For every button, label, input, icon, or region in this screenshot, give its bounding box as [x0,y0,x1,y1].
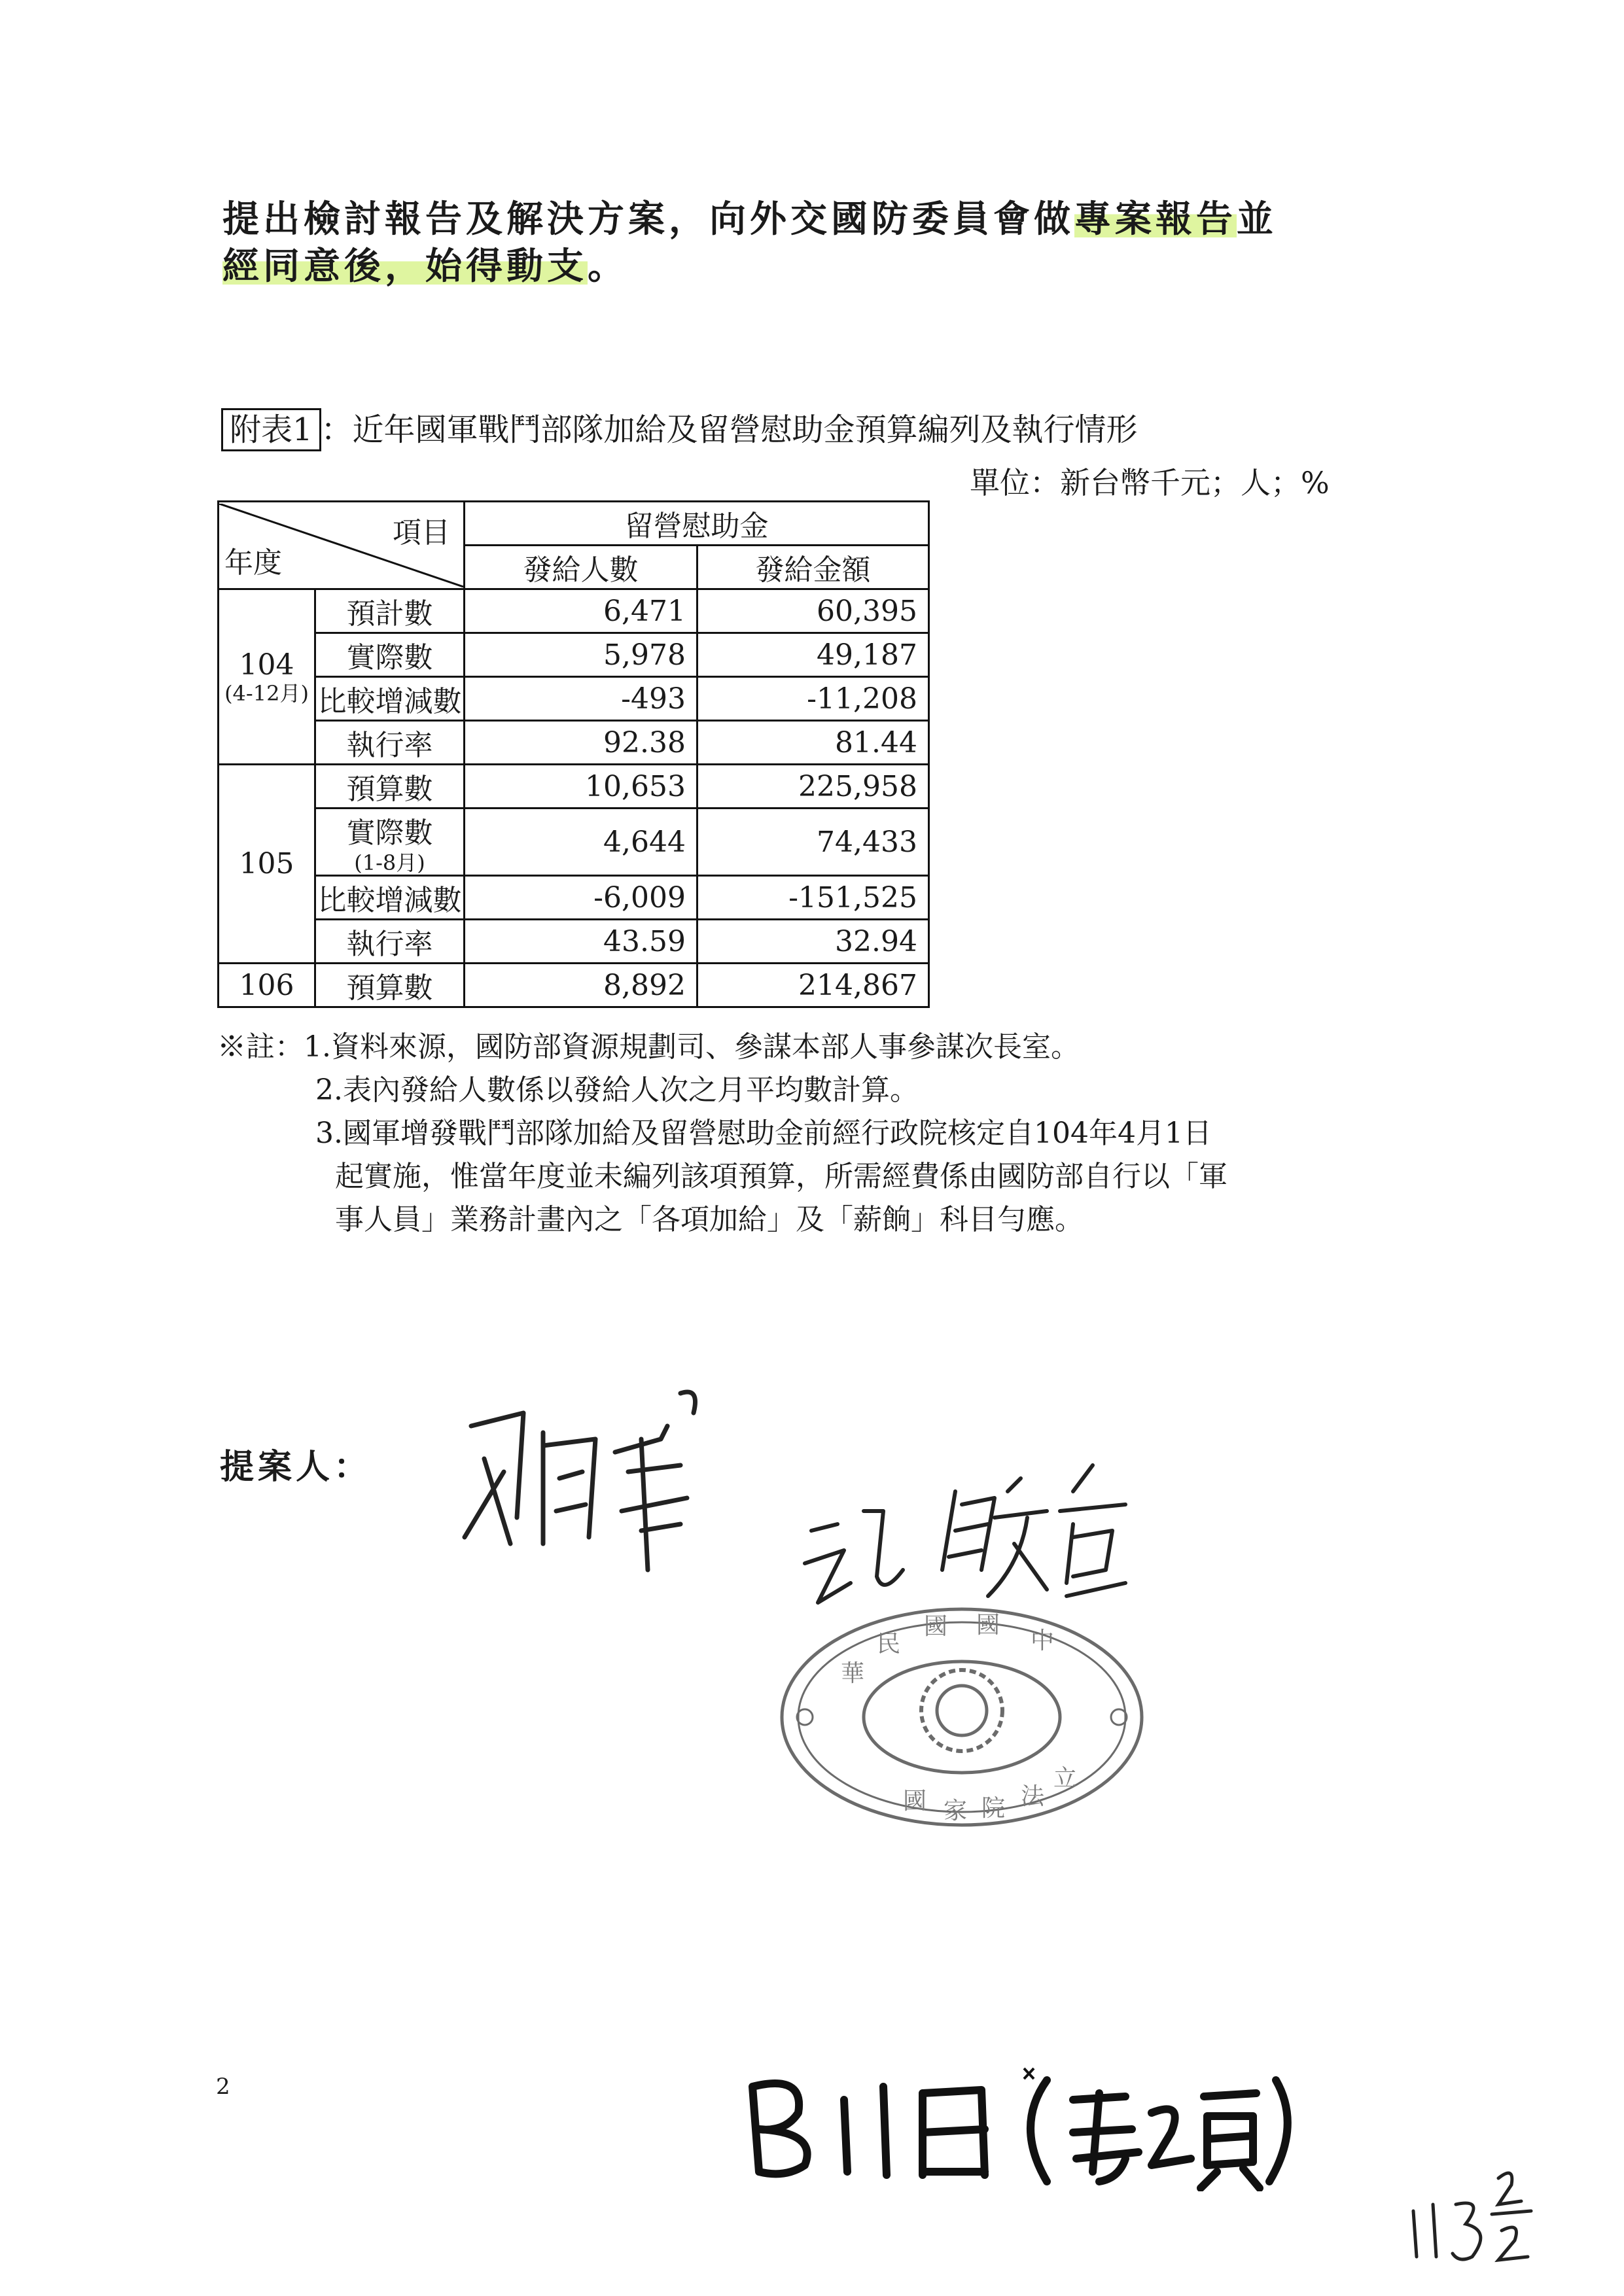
handwritten-page-mark [1400,2159,1551,2270]
year-cell: 106 [219,964,315,1007]
amount-cell: -151,525 [697,876,929,920]
note-prefix: ※註： [217,1030,304,1064]
row-label: 實際數 [346,816,433,850]
table-row [219,721,929,765]
table-row [219,920,929,964]
year-cell [219,589,315,765]
year-label: 104 [239,648,294,682]
note-1 [217,1026,1382,1069]
intro-highlight-1: 專案報告 [1074,198,1237,241]
svg-text:國: 國 [924,1613,948,1640]
table-row [219,633,929,677]
svg-text:中: 中 [1031,1627,1055,1654]
row-label: 預算數 [315,765,465,809]
people-cell: 92.38 [465,721,697,765]
row-label: 比較增減數 [315,677,465,721]
amount-cell: 225,958 [697,765,929,809]
amount-cell: 74,433 [697,809,929,876]
header-year: 年度 [224,546,282,580]
svg-text:法: 法 [1021,1783,1045,1810]
header-corner [219,502,465,589]
page-number: 2 [216,2074,230,2100]
note-3-line-1: 3.國軍增發戰鬥部隊加給及留營慰助金前經行政院核定自104年4月1日 [315,1117,1212,1150]
amount-cell: 81.44 [697,721,929,765]
amount-cell: 60,395 [697,589,929,633]
proposer-label: 提案人： [220,1448,372,1487]
note-1-text: 1.資料來源，國防部資源規劃司、參謀本部人事參謀次長室。 [304,1030,1080,1064]
note-2: 2.表內發給人數係以發給人次之月平均數計算。 [315,1073,919,1107]
amount-cell: 214,867 [697,964,929,1007]
intro-text-2: 並 [1237,198,1277,241]
people-cell: 5,978 [465,633,697,677]
header-col-people: 發給人數 [465,546,697,589]
note-3-line-2: 起實施，惟當年度並未編列該項預算，所需經費係由國防部自行以「軍 [335,1160,1227,1193]
row-label: 預計數 [315,589,465,633]
header-group: 留營慰助金 [465,502,929,546]
table-row [219,876,929,920]
row-label: 實際數 [315,633,465,677]
table-row [219,677,929,721]
svg-text:華: 華 [841,1660,865,1687]
row-label: 執行率 [315,721,465,765]
note-3-line-3: 事人員」業務計畫內之「各項加給」及「薪餉」科目勻應。 [335,1203,1084,1236]
svg-text:民: 民 [877,1631,901,1658]
official-seal [772,1596,1152,1838]
row-label: 預算數 [315,964,465,1007]
table-notes [217,1026,1382,1242]
intro-paragraph [222,196,1400,290]
people-cell: -6,009 [465,876,697,920]
amount-cell: -11,208 [697,677,929,721]
table-row [219,809,929,876]
svg-text:國: 國 [903,1788,927,1815]
svg-text:院: 院 [981,1795,1006,1822]
table-title: ：近年國軍戰鬥部隊加給及留營慰助金預算編列及執行情形 [321,411,1138,448]
table-row [219,765,929,809]
row-label: 比較增減數 [315,876,465,920]
intro-text-3: 。 [588,245,628,288]
table-tag: 附表1 [221,408,321,451]
svg-text:立: 立 [1053,1765,1078,1792]
table-row [219,589,929,633]
signature-1 [445,1374,746,1590]
people-cell: 4,644 [465,809,697,876]
header-item: 項目 [393,515,450,549]
table-row [219,964,929,1007]
people-cell: 6,471 [465,589,697,633]
people-cell: 10,653 [465,765,697,809]
row-sub-label: (1-8月) [354,850,425,875]
unit-label: 單位：新台幣千元；人；% [970,465,1330,500]
budget-table [217,500,930,1008]
people-cell: 43.59 [465,920,697,964]
row-label: 執行率 [315,920,465,964]
row-label-cell [315,809,465,876]
svg-text:家: 家 [944,1798,968,1824]
year-sub-label: (4-12月) [224,681,309,706]
amount-cell: 49,187 [697,633,929,677]
svg-text:國: 國 [976,1612,1000,1639]
people-cell: 8,892 [465,964,697,1007]
people-cell: -493 [465,677,697,721]
table-caption [221,404,1138,451]
intro-text-1: 提出檢討報告及解決方案，向外交國防委員會做 [222,198,1074,241]
amount-cell: 32.94 [697,920,929,964]
intro-highlight-2: 經同意後，始得動支 [222,245,588,288]
header-col-amount: 發給金額 [697,546,929,589]
year-cell: 105 [219,765,315,964]
handwritten-doc-code [733,2061,1296,2191]
